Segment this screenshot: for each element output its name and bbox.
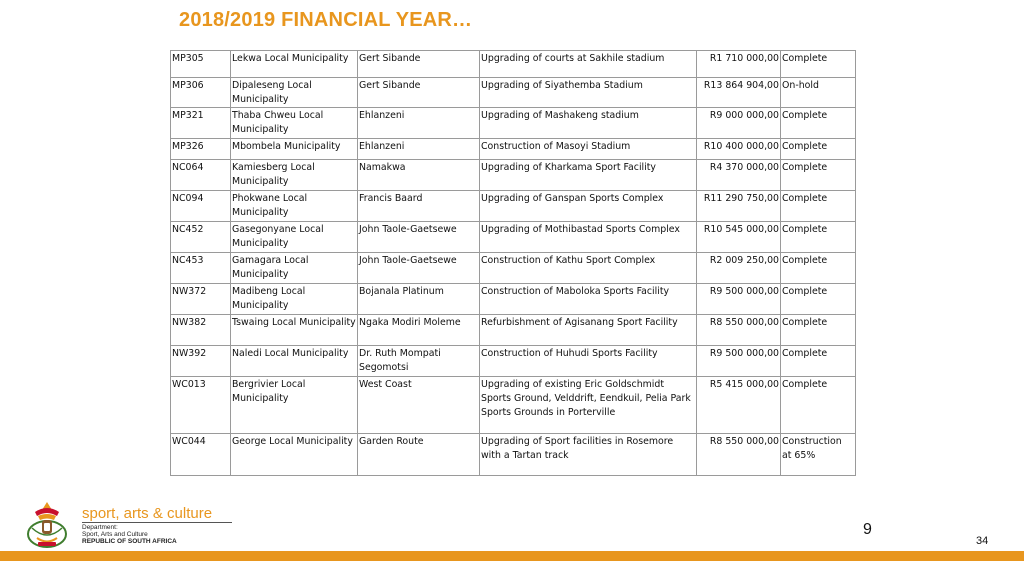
cell-status: On-hold bbox=[781, 78, 856, 108]
cell-district: Ehlanzeni bbox=[358, 139, 480, 160]
cell-district: John Taole-Gaetsewe bbox=[358, 222, 480, 253]
cell-municipality: Naledi Local Municipality bbox=[231, 346, 358, 377]
cell-district: Gert Sibande bbox=[358, 51, 480, 78]
cell-code: MP305 bbox=[171, 51, 231, 78]
cell-amount: R2 009 250,00 bbox=[697, 253, 781, 284]
cell-district: Francis Baard bbox=[358, 191, 480, 222]
cell-project: Upgrading of Mashakeng stadium bbox=[480, 108, 697, 139]
table-row bbox=[171, 51, 856, 78]
cell-amount: R5 415 000,00 bbox=[697, 377, 781, 434]
cell-project: Upgrading of Siyathemba Stadium bbox=[480, 78, 697, 108]
cell-district: Bojanala Platinum bbox=[358, 284, 480, 315]
cell-code: MP306 bbox=[171, 78, 231, 108]
cell-district: Namakwa bbox=[358, 160, 480, 191]
cell-status: Complete bbox=[781, 108, 856, 139]
cell-district: Ngaka Modiri Moleme bbox=[358, 315, 480, 346]
cell-district: West Coast bbox=[358, 377, 480, 434]
cell-municipality: Gasegonyane Local Municipality bbox=[231, 222, 358, 253]
table-row bbox=[171, 160, 856, 191]
cell-municipality: Lekwa Local Municipality bbox=[231, 51, 358, 78]
cell-amount: R9 500 000,00 bbox=[697, 346, 781, 377]
cell-status: Complete bbox=[781, 315, 856, 346]
cell-project: Upgrading of Sport facilities in Rosemore with a Tartan track bbox=[480, 434, 697, 476]
cell-status: Construction at 65% bbox=[781, 434, 856, 476]
cell-code: NW372 bbox=[171, 284, 231, 315]
cell-municipality: Madibeng Local Municipality bbox=[231, 284, 358, 315]
cell-code: NC453 bbox=[171, 253, 231, 284]
coat-of-arms-logo bbox=[24, 498, 70, 555]
cell-amount: R9 500 000,00 bbox=[697, 284, 781, 315]
cell-code: NC094 bbox=[171, 191, 231, 222]
brand-divider bbox=[82, 522, 232, 523]
department-name: Sport, Arts and Culture bbox=[82, 531, 148, 538]
cell-code: WC044 bbox=[171, 434, 231, 476]
cell-amount: R10 545 000,00 bbox=[697, 222, 781, 253]
table-row bbox=[171, 346, 856, 377]
cell-district: Dr. Ruth Mompati Segomotsi bbox=[358, 346, 480, 377]
slide-number: 9 bbox=[863, 521, 872, 538]
cell-municipality: Mbombela Municipality bbox=[231, 139, 358, 160]
cell-amount: R4 370 000,00 bbox=[697, 160, 781, 191]
cell-status: Complete bbox=[781, 160, 856, 191]
cell-municipality: Phokwane Local Municipality bbox=[231, 191, 358, 222]
cell-status: Complete bbox=[781, 253, 856, 284]
table-row bbox=[171, 377, 856, 434]
cell-district: John Taole-Gaetsewe bbox=[358, 253, 480, 284]
cell-municipality: Thaba Chweu Local Municipality bbox=[231, 108, 358, 139]
cell-code: NC064 bbox=[171, 160, 231, 191]
cell-status: Complete bbox=[781, 284, 856, 315]
cell-project: Upgrading of courts at Sakhile stadium bbox=[480, 51, 697, 78]
table-row bbox=[171, 284, 856, 315]
table-row bbox=[171, 222, 856, 253]
cell-amount: R10 400 000,00 bbox=[697, 139, 781, 160]
table-row bbox=[171, 253, 856, 284]
cell-project: Upgrading of Kharkama Sport Facility bbox=[480, 160, 697, 191]
page-title: 2018/2019 FINANCIAL YEAR… bbox=[179, 9, 473, 31]
table-row bbox=[171, 139, 856, 160]
cell-municipality: Dipaleseng Local Municipality bbox=[231, 78, 358, 108]
cell-district: Ehlanzeni bbox=[358, 108, 480, 139]
cell-project: Upgrading of existing Eric Goldschmidt Sports Ground, Velddrift, Eendkuil, Pelia Park Sports Grounds in Porterville bbox=[480, 377, 697, 434]
page-number: 34 bbox=[976, 535, 989, 547]
cell-district: Garden Route bbox=[358, 434, 480, 476]
cell-amount: R8 550 000,00 bbox=[697, 434, 781, 476]
table-row bbox=[171, 315, 856, 346]
table-row bbox=[171, 191, 856, 222]
projects-table bbox=[170, 50, 856, 476]
cell-code: WC013 bbox=[171, 377, 231, 434]
cell-code: MP326 bbox=[171, 139, 231, 160]
cell-municipality: Kamiesberg Local Municipality bbox=[231, 160, 358, 191]
cell-status: Complete bbox=[781, 222, 856, 253]
cell-project: Upgrading of Mothibastad Sports Complex bbox=[480, 222, 697, 253]
cell-amount: R11 290 750,00 bbox=[697, 191, 781, 222]
table-row bbox=[171, 78, 856, 108]
cell-municipality: George Local Municipality bbox=[231, 434, 358, 476]
cell-amount: R1 710 000,00 bbox=[697, 51, 781, 78]
cell-code: NW382 bbox=[171, 315, 231, 346]
department-text bbox=[82, 524, 177, 545]
footer-bar bbox=[0, 551, 1024, 561]
cell-status: Complete bbox=[781, 51, 856, 78]
cell-project: Refurbishment of Agisanang Sport Facility bbox=[480, 315, 697, 346]
cell-project: Construction of Masoyi Stadium bbox=[480, 139, 697, 160]
department-label: Department: bbox=[82, 524, 118, 531]
cell-code: NC452 bbox=[171, 222, 231, 253]
cell-project: Upgrading of Ganspan Sports Complex bbox=[480, 191, 697, 222]
cell-amount: R13 864 904,00 bbox=[697, 78, 781, 108]
cell-project: Construction of Maboloka Sports Facility bbox=[480, 284, 697, 315]
cell-code: NW392 bbox=[171, 346, 231, 377]
cell-project: Construction of Kathu Sport Complex bbox=[480, 253, 697, 284]
cell-status: Complete bbox=[781, 139, 856, 160]
cell-municipality: Tswaing Local Municipality bbox=[231, 315, 358, 346]
table-row bbox=[171, 434, 856, 476]
cell-project: Construction of Huhudi Sports Facility bbox=[480, 346, 697, 377]
cell-status: Complete bbox=[781, 346, 856, 377]
cell-municipality: Bergrivier Local Municipality bbox=[231, 377, 358, 434]
cell-amount: R8 550 000,00 bbox=[697, 315, 781, 346]
country-name: REPUBLIC OF SOUTH AFRICA bbox=[82, 538, 177, 545]
cell-status: Complete bbox=[781, 377, 856, 434]
cell-code: MP321 bbox=[171, 108, 231, 139]
table-row bbox=[171, 108, 856, 139]
cell-district: Gert Sibande bbox=[358, 78, 480, 108]
brand-name: sport, arts & culture bbox=[82, 505, 213, 522]
cell-municipality: Gamagara Local Municipality bbox=[231, 253, 358, 284]
cell-amount: R9 000 000,00 bbox=[697, 108, 781, 139]
cell-status: Complete bbox=[781, 191, 856, 222]
